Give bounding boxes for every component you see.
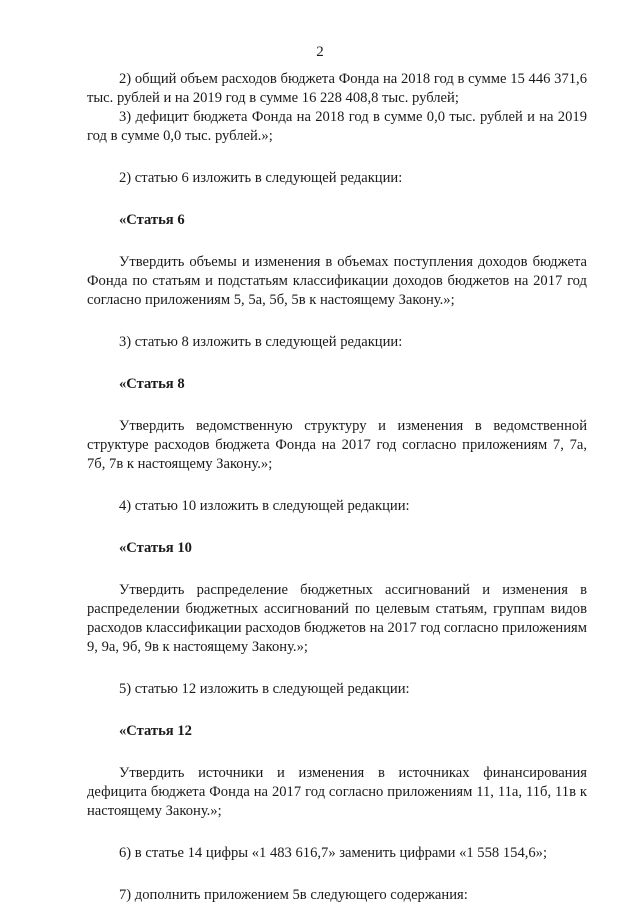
paragraph-article-12-instruction: 5) статью 12 изложить в следующей редакции:: [119, 681, 410, 697]
heading-article-6: «Статья 6: [119, 212, 185, 228]
heading-article-10: «Статья 10: [119, 540, 192, 556]
paragraph-article-10-instruction: 4) статью 10 изложить в следующей редакции:: [119, 498, 410, 514]
paragraph-article-6-text: Утвердить объемы и изменения в объемах поступления доходов бюджета Фонда по статьям и подстатьям классификации доходов бюджетов на 2017 год согласно приложениям 5, 5а, 5б, 5в к настоящему Закону.»;: [87, 254, 587, 308]
paragraph-appendix-5v: 7) дополнить приложением 5в следующего содержания:: [119, 887, 468, 903]
paragraph-article-6-instruction: 2) статью 6 изложить в следующей редакции:: [119, 170, 403, 186]
paragraph-article-12-text: Утвердить источники и изменения в источниках финансирования дефицита бюджета Фонда на 2017 год согласно приложениям 11, 11а, 11б, 11в к настоящему Закону.»;: [87, 765, 587, 819]
paragraph-deficit: 3) дефицит бюджета Фонда на 2018 год в сумме 0,0 тыс. рублей и на 2019 год в сумме 0,0 тыс. рублей.»;: [87, 109, 587, 144]
heading-article-12: «Статья 12: [119, 723, 192, 739]
paragraph-article-10-text: Утвердить распределение бюджетных ассигнований и изменения в распределении бюджетных ассигнований по целевым статьям, группам видов расходов классификации расходов бюджетов на 2017 год согласно приложениям 9, 9а, 9б, 9в к настоящему Закону.»;: [87, 582, 588, 655]
paragraph-total-expenses: 2) общий объем расходов бюджета Фонда на 2018 год в сумме 15 446 371,6 тыс. рублей и на 2019 год в сумме 16 228 408,8 тыс. рублей;: [87, 71, 587, 106]
paragraph-article-8-text: Утвердить ведомственную структуру и изменения в ведомственной структуре расходов бюджета Фонда на 2017 год согласно приложениям 7, 7а, 7б, 7в к настоящему Закону.»;: [87, 418, 587, 472]
paragraph-article-14-change: 6) в статье 14 цифры «1 483 616,7» заменить цифрами «1 558 154,6»;: [119, 845, 548, 861]
page-number: 2: [316, 44, 324, 60]
paragraph-article-8-instruction: 3) статью 8 изложить в следующей редакции:: [119, 334, 403, 350]
heading-article-8: «Статья 8: [119, 376, 185, 392]
document-body: [87, 70, 587, 905]
